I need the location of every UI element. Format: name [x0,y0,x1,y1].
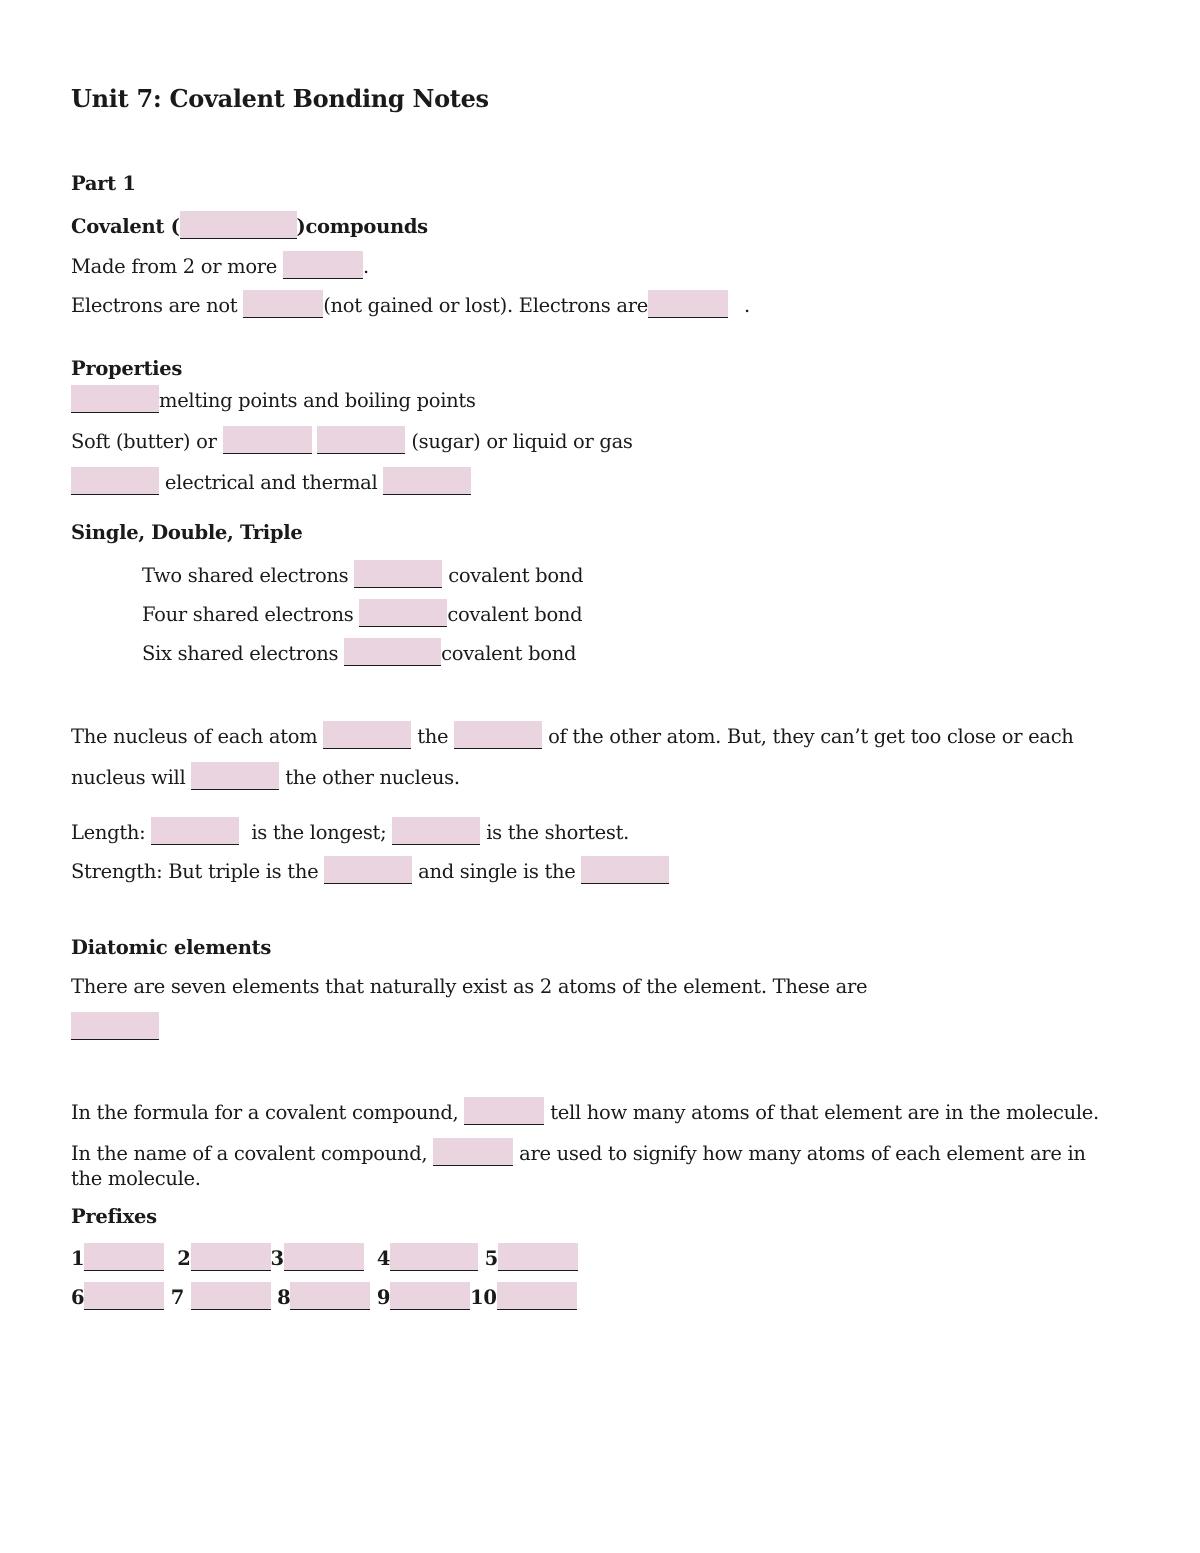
blank-prefix-2[interactable] [191,1243,271,1271]
blank-conductor-1[interactable] [71,467,159,495]
soft-line: Soft (butter) or (sugar) or liquid or gas [71,426,633,455]
prefixes-row-1: 1 2 3 4 5 [71,1243,578,1272]
diatomic-text: There are seven elements that naturally exist as 2 atoms of the element. These are [71,975,868,998]
blank-nucleus-2[interactable] [454,721,542,749]
six-electrons-line: Six shared electrons covalent bond [142,638,576,667]
blank-soft-1[interactable] [223,426,312,454]
blank-prefix-9[interactable] [390,1282,470,1310]
name-line-cont: the molecule. [71,1167,201,1190]
prefixes-heading: Prefixes [71,1205,157,1228]
blank-soft-2[interactable] [317,426,405,454]
strength-line: Strength: But triple is the and single is the [71,856,669,885]
bonds-heading: Single, Double, Triple [71,521,303,544]
blank-subscripts[interactable] [464,1097,544,1125]
blank-prefix-4[interactable] [390,1243,478,1271]
prefixes-row-2: 6 7 8 9 10 [71,1282,577,1311]
covalent-line: Covalent ( )compounds [71,211,428,240]
diatomic-heading: Diatomic elements [71,936,271,959]
blank-diatomic[interactable] [71,1012,159,1040]
blank-prefix-3[interactable] [284,1243,364,1271]
blank-covalent-type[interactable] [180,211,297,239]
blank-prefix-10[interactable] [497,1282,577,1310]
blank-made-from[interactable] [283,251,363,279]
properties-heading: Properties [71,357,183,380]
electrical-line: electrical and thermal [71,467,471,496]
nucleus-line-2: nucleus will the other nucleus. [71,762,460,791]
blank-length-shortest[interactable] [392,817,480,845]
made-from-line: Made from 2 or more . [71,251,369,280]
blank-strength-weakest[interactable] [581,856,669,884]
nucleus-line-1: The nucleus of each atom the of the other atom. But, they can’t get too close or each [71,721,1074,750]
part1-heading: Part 1 [71,172,136,195]
blank-double-bond[interactable] [359,599,447,627]
blank-single-bond[interactable] [354,560,442,588]
blank-prefix-7[interactable] [191,1282,271,1310]
blank-electrons-not[interactable] [243,290,323,318]
blank-length-longest[interactable] [151,817,239,845]
blank-nucleus-1[interactable] [323,721,411,749]
melting-line: melting points and boiling points [71,385,476,414]
blank-prefix-8[interactable] [290,1282,370,1310]
diatomic-blank-line [71,1012,159,1041]
two-electrons-line: Two shared electrons covalent bond [142,560,583,589]
blank-electrons-are[interactable] [648,290,728,318]
blank-prefix-5[interactable] [498,1243,578,1271]
four-electrons-line: Four shared electrons covalent bond [142,599,582,628]
blank-nucleus-3[interactable] [191,762,279,790]
page-title: Unit 7: Covalent Bonding Notes [71,84,489,113]
blank-prefix-1[interactable] [84,1243,164,1271]
length-line: Length: is the longest; is the shortest. [71,817,629,846]
blank-prefixes[interactable] [433,1138,513,1166]
blank-melting[interactable] [71,385,159,413]
blank-prefix-6[interactable] [84,1282,164,1310]
formula-line: In the formula for a covalent compound, tell how many atoms of that element are in the molecule. [71,1097,1099,1126]
name-line: In the name of a covalent compound, are used to signify how many atoms of each element are in [71,1138,1086,1167]
blank-strength-strongest[interactable] [324,856,412,884]
blank-triple-bond[interactable] [344,638,441,666]
electrons-line: Electrons are not (not gained or lost). Electrons are . [71,290,750,319]
blank-conductor-2[interactable] [383,467,471,495]
